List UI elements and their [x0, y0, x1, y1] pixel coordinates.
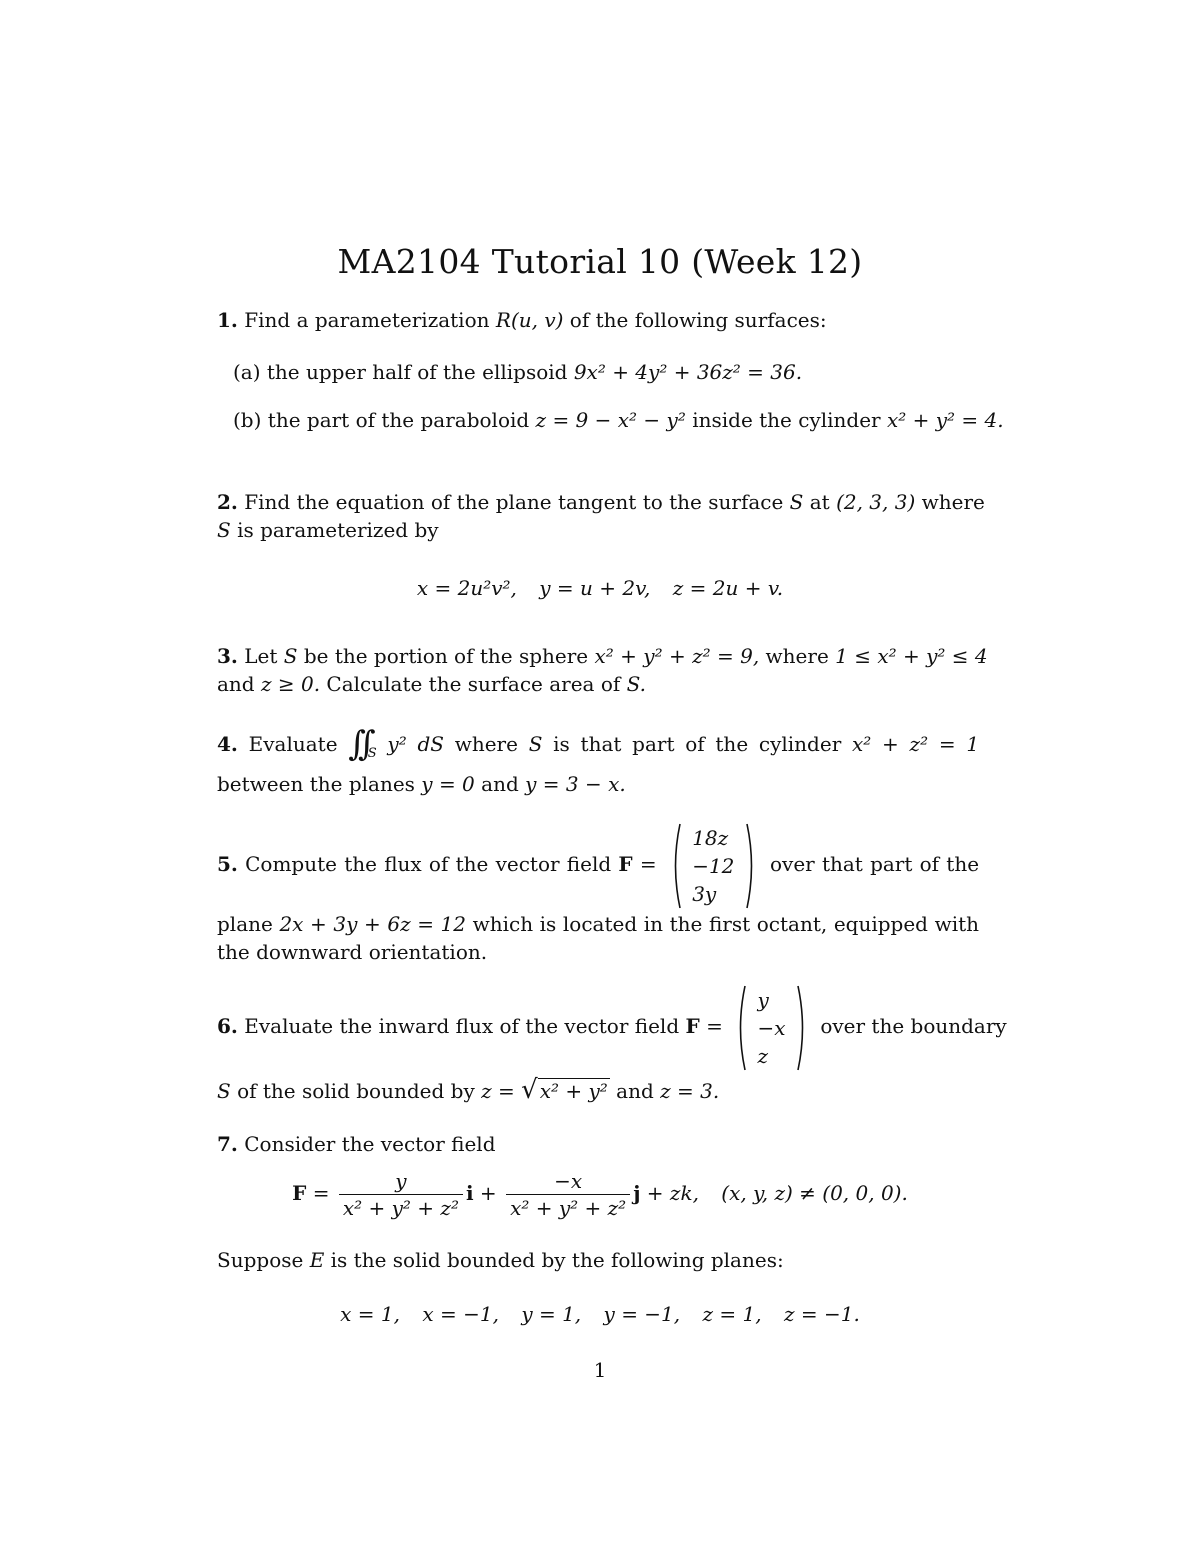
- page-number: 1: [593, 1358, 607, 1382]
- question-6: 6. Evaluate the inward flux of the vector field F = y −x z over the boundary S of the solid bounded by z = √ x² + y² and z = 3.: [217, 980, 979, 1104]
- question-text: the downward orientation.: [217, 940, 488, 964]
- vector-component: 3y: [692, 881, 717, 906]
- question-text: Evaluate: [248, 732, 338, 756]
- question-text: be the portion of the sphere: [303, 644, 589, 668]
- question-text: Find a parameterization: [244, 308, 490, 332]
- fraction-denominator: x² + y² + z²: [339, 1194, 463, 1221]
- question-text: plane: [217, 912, 273, 936]
- math-F: F: [618, 852, 633, 876]
- part-label: (b): [233, 408, 262, 432]
- question-1b: [233, 406, 1004, 434]
- math-S: S: [283, 644, 298, 668]
- question-text: where: [454, 732, 518, 756]
- plane-equation: z = −1.: [783, 1302, 860, 1326]
- math-condition: 1 ≤ x² + y² ≤ 4: [835, 644, 988, 668]
- question-text: Compute the flux of the vector field: [245, 852, 612, 876]
- math-S: S: [217, 1079, 231, 1103]
- question-text: and: [481, 772, 519, 796]
- math-S: S: [367, 746, 377, 761]
- integral-sign: ∫∫: [348, 724, 368, 764]
- left-paren-icon: [670, 822, 682, 910]
- question-text: is that part of the cylinder: [553, 732, 842, 756]
- unit-vector-j: j: [633, 1181, 641, 1205]
- question-text: Calculate the surface area of: [326, 672, 621, 696]
- page-title: MA2104 Tutorial 10 (Week 12): [337, 242, 863, 281]
- math-ellipsoid: 9x² + 4y² + 36z² = 36.: [573, 360, 803, 384]
- question-5: 5. Compute the flux of the vector field F = 18z −12 3y over that part of the plane 2x + 3y + 6z = 12 which is located in the first octant, equipped with the downward orientation.: [217, 818, 979, 966]
- math-condition: z ≥ 0.: [260, 672, 321, 696]
- part-text: the upper half of the ellipsoid: [266, 360, 568, 384]
- vector-component: y: [757, 987, 769, 1012]
- math-S: S.: [626, 672, 646, 696]
- question-number: 7.: [217, 1132, 238, 1156]
- math-cylinder: x² + y² = 4.: [886, 408, 1004, 432]
- question-text: over that part of the: [770, 852, 980, 876]
- question-7: [217, 1130, 979, 1158]
- math-z-eq: z = 2u + v.: [672, 576, 784, 600]
- question-text: where: [765, 644, 829, 668]
- math-S: S: [528, 732, 543, 756]
- question-4: [217, 724, 980, 798]
- vector-component: −x: [757, 1015, 786, 1040]
- math-E: E: [309, 1248, 325, 1272]
- plane-equation: x = 1,: [340, 1302, 400, 1326]
- question-number: 3.: [217, 644, 238, 668]
- question-1a: [233, 358, 995, 386]
- fraction-i: [339, 1168, 463, 1221]
- question-number: 1.: [217, 308, 238, 332]
- question-7-cont: [217, 1246, 979, 1274]
- question-number: 5.: [217, 852, 238, 876]
- math-cylinder: x² + z² = 1: [852, 732, 980, 756]
- question-2: [217, 488, 985, 544]
- math-domain: (x, y, z) ≠ (0, 0, 0).: [721, 1181, 908, 1205]
- radical-sign: √: [521, 1075, 538, 1105]
- double-integral: [348, 724, 377, 764]
- unit-vector-i: i: [465, 1181, 474, 1205]
- part-text: the part of the paraboloid: [267, 408, 530, 432]
- question-text: is the solid bounded by the following planes:: [330, 1248, 784, 1272]
- question-text: where: [921, 490, 985, 514]
- question-text: of the following surfaces:: [569, 308, 827, 332]
- question-text: between the planes: [217, 772, 415, 796]
- vector-field-formula: F = $\frac{y}{\text{x² + y² + z²}}$ i + $\frac{-x}{\text{x² + y² + z²}}$ j + zk, (x, y, z) ≠ (0, 0, 0).: [292, 1169, 908, 1220]
- plane-equation: y = −1,: [603, 1302, 681, 1326]
- math-S: S: [789, 490, 804, 514]
- question-text: at: [809, 490, 830, 514]
- math-F: F: [292, 1181, 307, 1205]
- plane-equation: x = −1,: [422, 1302, 499, 1326]
- fraction-j: [506, 1168, 630, 1221]
- parameterization-equations: [0, 574, 1200, 602]
- part-text: inside the cylinder: [692, 408, 881, 432]
- question-text: and: [616, 1079, 654, 1103]
- math-plane: y = 0: [421, 772, 475, 796]
- question-text: Let: [244, 644, 278, 668]
- math-S: S: [217, 518, 231, 542]
- math-plane: y = 3 − x.: [525, 772, 626, 796]
- math-F: F: [685, 1014, 700, 1038]
- question-text: Find the equation of the plane tangent to the surface: [244, 490, 784, 514]
- question-1: [217, 306, 979, 334]
- math-integrand: y² dS: [387, 732, 444, 756]
- vector-field-column: [670, 822, 757, 910]
- question-number: 6.: [217, 1014, 238, 1038]
- question-number: 4.: [217, 732, 238, 756]
- plane-equation: y = 1,: [521, 1302, 582, 1326]
- question-text: of the solid bounded by: [237, 1079, 475, 1103]
- math-radicand: x² + y²: [539, 1079, 608, 1103]
- math-point: (2, 3, 3): [836, 490, 916, 514]
- bounding-planes: [0, 1300, 1200, 1328]
- vector-component: z: [757, 1043, 769, 1068]
- question-text: which is located in the first octant, equipped with: [472, 912, 980, 936]
- fraction-denominator: x² + y² + z²: [506, 1194, 630, 1221]
- question-text: Evaluate the inward flux of the vector field: [244, 1014, 680, 1038]
- math-plane: z = 3.: [660, 1079, 720, 1103]
- fraction-numerator: −x: [554, 1169, 583, 1193]
- math-R: R: [495, 308, 511, 332]
- question-text: and: [217, 672, 255, 696]
- math-z-eq: z =: [481, 1079, 515, 1103]
- math-paraboloid: z = 9 − x² − y²: [535, 408, 686, 432]
- math-x-eq: x = 2u²v²,: [416, 576, 517, 600]
- question-text: Suppose: [217, 1248, 304, 1272]
- question-3: [217, 642, 988, 698]
- question-number: 2.: [217, 490, 238, 514]
- part-label: (a): [233, 360, 261, 384]
- right-paren-icon: [745, 822, 757, 910]
- left-paren-icon: [735, 984, 747, 1072]
- vector-component: −12: [692, 853, 735, 878]
- math-plane: 2x + 3y + 6z = 12: [279, 912, 466, 936]
- vector-component: 18z: [692, 825, 729, 850]
- math-y-eq: y = u + 2v,: [539, 576, 651, 600]
- fraction-numerator: y: [395, 1169, 407, 1193]
- plane-equation: z = 1,: [702, 1302, 762, 1326]
- question-text: is parameterized by: [237, 518, 439, 542]
- vector-field-column: [735, 984, 808, 1072]
- right-paren-icon: [796, 984, 808, 1072]
- math-k-term: + zk,: [646, 1181, 699, 1205]
- question-text: over the boundary: [820, 1014, 1007, 1038]
- math-sphere: x² + y² + z² = 9,: [594, 644, 760, 668]
- math-args: (u, v): [510, 308, 564, 332]
- question-text: Consider the vector field: [244, 1132, 496, 1156]
